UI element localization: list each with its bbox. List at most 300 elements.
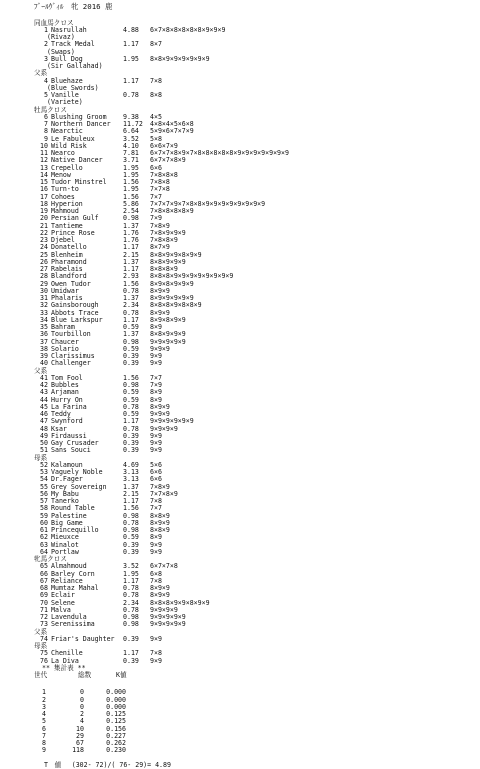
cross-number: 17 xyxy=(40,192,48,201)
cross-pattern: 7×7×8×9 xyxy=(150,489,178,498)
cross-pattern: 6×7×7×8 xyxy=(150,562,178,571)
horse-name: Barley Corn xyxy=(51,569,95,578)
cross-number: 41 xyxy=(40,373,48,382)
horse-name: La Diva xyxy=(51,656,79,665)
cross-number: 69 xyxy=(40,591,48,600)
cross-number: 59 xyxy=(40,511,48,520)
summary-heading: ** 集計表 ** xyxy=(42,663,86,672)
cross-number: 74 xyxy=(40,634,48,643)
cross-number: 16 xyxy=(40,185,48,194)
summary-k-value: 0.000 xyxy=(106,702,126,711)
cross-number: 44 xyxy=(40,395,48,404)
cross-pattern: 9×9 xyxy=(150,634,162,643)
summary-k-value: 0.227 xyxy=(106,731,126,740)
horse-name: Eclair xyxy=(51,591,75,600)
horse-name: Blandford xyxy=(51,272,87,281)
report-title: ﾌﾞｰﾙｳﾞｨﾙ 牝 2016 鹿 xyxy=(34,2,113,11)
horse-name: Cohoes xyxy=(51,192,75,201)
cross-pattern: 7×8×9 xyxy=(150,482,170,491)
cross-pattern: 9×9 xyxy=(150,547,162,556)
cross-pattern: 9×9 xyxy=(150,352,162,360)
cross-number: 36 xyxy=(40,330,48,339)
cross-pattern: 8×9×8×9×9 xyxy=(150,315,186,324)
cross-number: 26 xyxy=(40,257,48,266)
horse-name: Bluehaze xyxy=(51,76,83,85)
blood-ratio: 0.39 xyxy=(123,656,139,665)
horse-name: Rabelais xyxy=(51,265,83,273)
summary-count: 0 xyxy=(80,695,84,704)
blood-ratio: 0.59 xyxy=(123,388,139,397)
blood-ratio: 3.13 xyxy=(123,468,139,476)
cross-number: 70 xyxy=(40,598,48,607)
blood-ratio: 1.95 xyxy=(123,170,139,179)
cross-pattern: 7×7 xyxy=(150,373,162,382)
horse-name: Ksar xyxy=(51,424,67,433)
summary-generation: 6 xyxy=(42,724,46,733)
alias-name: (Blue Swords) xyxy=(47,83,99,92)
cross-number: 20 xyxy=(40,214,48,223)
cross-pattern: 9×9 xyxy=(150,431,162,440)
cross-number: 46 xyxy=(40,410,48,418)
cross-pattern: 6×7×7×8×9 xyxy=(150,156,186,165)
cross-pattern: 9×9×9×9×9 xyxy=(150,620,186,629)
cross-number: 58 xyxy=(40,504,48,513)
cross-number: 24 xyxy=(40,243,48,252)
blood-ratio: 1.17 xyxy=(123,315,139,324)
cross-number: 28 xyxy=(40,272,48,281)
horse-name: Almahmoud xyxy=(51,562,87,571)
horse-name: Prince Rose xyxy=(51,228,95,237)
summary-generation: 5 xyxy=(42,717,46,726)
blood-ratio: 0.39 xyxy=(123,446,139,455)
cross-number: 29 xyxy=(40,279,48,288)
cross-number: 57 xyxy=(40,497,48,505)
cross-pattern: 5×9×6×7×7×9 xyxy=(150,127,194,136)
cross-pattern: 8×8×9 xyxy=(150,511,170,520)
horse-name: Mieuxce xyxy=(51,533,79,542)
blood-ratio: 0.39 xyxy=(123,359,139,368)
cross-pattern: 8×9×9 xyxy=(150,518,170,527)
horse-name: Phalaris xyxy=(51,294,83,302)
blood-ratio: 0.78 xyxy=(123,91,139,99)
cross-pattern: 7×8 xyxy=(150,576,162,585)
cross-number: 12 xyxy=(40,156,48,165)
horse-name: Portlaw xyxy=(51,547,79,556)
summary-generation: 3 xyxy=(42,702,46,711)
cross-number: 55 xyxy=(40,482,48,491)
horse-name: Tudor Minstrel xyxy=(51,178,107,186)
summary-k-value: 0.230 xyxy=(106,746,126,755)
cross-number: 43 xyxy=(40,388,48,397)
cross-pattern: 8×7 xyxy=(150,40,162,49)
blood-ratio: 1.17 xyxy=(123,265,139,273)
horse-name: Friar's Daughter xyxy=(51,634,115,643)
summary-generation: 7 xyxy=(42,731,46,740)
horse-name: Nasrullah xyxy=(51,25,87,34)
summary-k-value: 0.262 xyxy=(106,739,126,748)
cross-number: 35 xyxy=(40,323,48,331)
cross-pattern: 8×9×9 xyxy=(150,584,170,592)
horse-name: Umidwar xyxy=(51,286,79,295)
cross-number: 14 xyxy=(40,170,48,179)
blood-ratio: 0.39 xyxy=(123,547,139,556)
cross-number: 54 xyxy=(40,475,48,484)
blood-ratio: 1.95 xyxy=(123,54,139,63)
blood-ratio: 2.34 xyxy=(123,301,139,310)
horse-name: Big Game xyxy=(51,518,83,527)
horse-name: Bubbles xyxy=(51,381,79,389)
cross-pattern: 8×8 xyxy=(150,91,162,99)
blood-ratio: 0.98 xyxy=(123,337,139,346)
cross-pattern: 6×6 xyxy=(150,163,162,172)
horse-name: Persian Gulf xyxy=(51,214,99,223)
cross-pattern: 6×6 xyxy=(150,468,162,476)
cross-number: 68 xyxy=(40,584,48,592)
horse-name: Teddy xyxy=(51,410,71,418)
cross-pattern: 9×9×9 xyxy=(150,410,170,418)
cross-number: 42 xyxy=(40,381,48,389)
blood-ratio: 1.56 xyxy=(123,373,139,382)
horse-name: Challenger xyxy=(51,359,91,368)
blood-ratio: 1.56 xyxy=(123,192,139,201)
summary-generation: 1 xyxy=(42,688,46,697)
blood-ratio: 2.93 xyxy=(123,272,139,281)
blood-ratio: 0.39 xyxy=(123,540,139,549)
summary-generation: 9 xyxy=(42,746,46,755)
blood-ratio: 2.15 xyxy=(123,250,139,259)
horse-name: Vanille xyxy=(51,91,79,99)
cross-number: 22 xyxy=(40,228,48,237)
horse-name: Serenissima xyxy=(51,620,95,629)
horse-name: Bull Dog xyxy=(51,54,83,63)
cross-number: 2 xyxy=(44,40,48,49)
blood-ratio: 1.37 xyxy=(123,330,139,339)
cross-pattern: 9×9×9×9×9 xyxy=(150,613,186,621)
cross-pattern: 8×9×9 xyxy=(150,591,170,600)
section-heading: 母系 xyxy=(34,642,48,650)
summary-generation: 2 xyxy=(42,695,46,704)
cross-number: 25 xyxy=(40,250,48,259)
summary-k-value: 0.000 xyxy=(106,695,126,704)
horse-name: Tanerko xyxy=(51,497,79,505)
cross-number: 30 xyxy=(40,286,48,295)
cross-pattern: 8×8×9 xyxy=(150,526,170,534)
cross-pattern: 6×6×7×9 xyxy=(150,141,178,150)
blood-ratio: 0.78 xyxy=(123,605,139,614)
summary-count: 118 xyxy=(72,746,84,755)
blood-ratio: 1.17 xyxy=(123,417,139,426)
cross-number: 66 xyxy=(40,569,48,578)
horse-name: Palestine xyxy=(51,511,87,520)
alias-name: (Rivaz) xyxy=(47,33,75,41)
blood-ratio: 2.15 xyxy=(123,489,139,498)
horse-name: Wild Risk xyxy=(51,141,87,150)
cross-pattern: 7×8×8×8×8×9 xyxy=(150,207,194,215)
blood-ratio: 1.37 xyxy=(123,221,139,230)
horse-name: Chaucer xyxy=(51,337,79,346)
section-heading: 牝馬クロス xyxy=(34,555,67,563)
blood-ratio: 1.56 xyxy=(123,279,139,288)
cross-number: 63 xyxy=(40,540,48,549)
cross-pattern: 7×8 xyxy=(150,76,162,85)
cross-pattern: 7×8×8 xyxy=(150,178,170,186)
horse-name: Mahmoud xyxy=(51,207,79,215)
horse-name: Tourbillon xyxy=(51,330,91,339)
blood-ratio: 0.59 xyxy=(123,323,139,331)
cross-pattern: 4×5 xyxy=(150,112,162,121)
blood-ratio: 4.88 xyxy=(123,25,139,34)
blood-ratio: 0.98 xyxy=(123,214,139,223)
cross-number: 50 xyxy=(40,439,48,447)
blood-ratio: 2.54 xyxy=(123,207,139,215)
blood-ratio: 1.37 xyxy=(123,482,139,491)
alias-name: (Sir Gallahad) xyxy=(47,62,103,70)
blood-ratio: 4.10 xyxy=(123,141,139,150)
cross-pattern: 7×7×8 xyxy=(150,185,170,194)
blood-ratio: 1.17 xyxy=(123,40,139,49)
cross-number: 21 xyxy=(40,221,48,230)
blood-ratio: 1.56 xyxy=(123,178,139,186)
horse-name: Owen Tudor xyxy=(51,279,91,288)
blood-ratio: 0.78 xyxy=(123,518,139,527)
blood-ratio: 1.17 xyxy=(123,76,139,85)
cross-pattern: 7×8×9×9×9 xyxy=(150,228,186,237)
horse-name: Selene xyxy=(51,598,75,607)
cross-pattern: 6×8 xyxy=(150,569,162,578)
alias-name: (Variete) xyxy=(47,98,83,107)
blood-ratio: 3.71 xyxy=(123,156,139,165)
cross-pattern: 6×7×8×8×8×8×8×9×9×9 xyxy=(150,25,226,34)
blood-ratio: 0.98 xyxy=(123,613,139,621)
cross-pattern: 7×8×8×8 xyxy=(150,170,178,179)
summary-count: 0 xyxy=(80,702,84,711)
blood-ratio: 0.98 xyxy=(123,526,139,534)
cross-number: 71 xyxy=(40,605,48,614)
cross-pattern: 4×8×4×5×6×8 xyxy=(150,120,194,128)
horse-name: Mumtaz Mahal xyxy=(51,584,99,592)
horse-name: Pharamond xyxy=(51,257,87,266)
cross-pattern: 9×9 xyxy=(150,439,162,447)
cross-number: 52 xyxy=(40,460,48,469)
cross-pattern: 9×9×9×9×9×9 xyxy=(150,417,194,426)
blood-ratio: 0.78 xyxy=(123,286,139,295)
blood-ratio: 0.59 xyxy=(123,533,139,542)
blood-ratio: 3.13 xyxy=(123,475,139,484)
cross-pattern: 8×9 xyxy=(150,533,162,542)
cross-number: 32 xyxy=(40,301,48,310)
cross-pattern: 9×9 xyxy=(150,540,162,549)
blood-ratio: 1.95 xyxy=(123,569,139,578)
horse-name: Blue Larkspur xyxy=(51,315,103,324)
cross-pattern: 6×6 xyxy=(150,475,162,484)
cross-pattern: 8×8×8×9 xyxy=(150,265,178,273)
horse-name: Princequillo xyxy=(51,526,99,534)
horse-name: Nearctic xyxy=(51,127,83,136)
cross-pattern: 8×8×8×9×9×9×9×9×9×9×9 xyxy=(150,272,234,281)
cross-number: 4 xyxy=(44,76,48,85)
horse-name: Turn-to xyxy=(51,185,79,194)
cross-number: 49 xyxy=(40,431,48,440)
cross-number: 38 xyxy=(40,344,48,353)
blood-ratio: 0.39 xyxy=(123,439,139,447)
cross-number: 34 xyxy=(40,315,48,324)
cross-number: 45 xyxy=(40,402,48,411)
section-heading: 父系 xyxy=(34,627,48,636)
horse-name: Lavendula xyxy=(51,613,87,621)
cross-number: 3 xyxy=(44,54,48,63)
blood-ratio: 0.39 xyxy=(123,634,139,643)
horse-name: Bahram xyxy=(51,323,75,331)
horse-name: Reliance xyxy=(51,576,83,585)
cross-pattern: 9×9×9×9 xyxy=(150,605,178,614)
horse-name: Vaguely Noble xyxy=(51,468,103,476)
cross-pattern: 9×9 xyxy=(150,359,162,368)
horse-name: Nearco xyxy=(51,149,75,157)
alias-name: (Swaps) xyxy=(47,47,75,56)
cross-number: 8 xyxy=(44,127,48,136)
horse-name: Clarissimus xyxy=(51,352,95,360)
horse-name: Tom Fool xyxy=(51,373,83,382)
blood-ratio: 0.39 xyxy=(123,352,139,360)
blood-ratio: 0.98 xyxy=(123,620,139,629)
horse-name: Solario xyxy=(51,344,79,353)
cross-number: 64 xyxy=(40,547,48,556)
blood-ratio: 0.78 xyxy=(123,591,139,600)
cross-number: 40 xyxy=(40,359,48,368)
blood-ratio: 4.69 xyxy=(123,460,139,469)
cross-pattern: 5×8 xyxy=(150,134,162,143)
cross-number: 7 xyxy=(44,120,48,128)
blood-ratio: 1.76 xyxy=(123,236,139,244)
cross-pattern: 6×7×7×8×9×7×8×8×8×8×8×9×9×9×9×9×9×9 xyxy=(150,149,289,157)
cross-pattern: 8×9×9 xyxy=(150,402,170,411)
cross-pattern: 7×8 xyxy=(150,497,162,505)
summary-count: 10 xyxy=(76,724,84,733)
horse-name: Sans Souci xyxy=(51,446,91,455)
summary-generation: 4 xyxy=(42,710,46,719)
horse-name: Djebel xyxy=(51,236,75,244)
horse-name: Arjaman xyxy=(51,388,79,397)
cross-number: 72 xyxy=(40,613,48,621)
blood-ratio: 1.56 xyxy=(123,504,139,513)
summary-col-count: 総数 xyxy=(78,671,92,679)
cross-number: 15 xyxy=(40,178,48,186)
horse-name: My Babu xyxy=(51,489,79,498)
horse-name: Tantieme xyxy=(51,221,83,230)
cross-number: 1 xyxy=(44,25,48,34)
summary-k-value: 0.125 xyxy=(106,710,126,719)
horse-name: Blenheim xyxy=(51,250,83,259)
cross-pattern: 8×9×8×9×9×9 xyxy=(150,279,194,288)
summary-count: 2 xyxy=(80,710,84,719)
cross-pattern: 8×8×9×9×8×9×9 xyxy=(150,250,202,259)
horse-name: Winalot xyxy=(51,540,79,549)
summary-k-value: 0.125 xyxy=(106,717,126,726)
cross-pattern: 9×9 xyxy=(150,446,162,455)
horse-name: Dr.Fager xyxy=(51,475,83,484)
horse-name: Blushing Groom xyxy=(51,112,107,121)
cross-pattern: 8×8×9×9×9 xyxy=(150,257,186,266)
cross-number: 33 xyxy=(40,308,48,317)
cross-pattern: 8×8×9×9×9 xyxy=(150,330,186,339)
blood-ratio: 0.59 xyxy=(123,344,139,353)
cross-number: 75 xyxy=(40,649,48,658)
horse-name: Swynford xyxy=(51,417,83,426)
horse-name: Donatello xyxy=(51,243,87,252)
summary-count: 4 xyxy=(80,717,84,726)
summary-k-value: 0.156 xyxy=(106,724,126,733)
summary-col-generation: 世代 xyxy=(34,671,48,679)
blood-ratio: 1.76 xyxy=(123,228,139,237)
cross-pattern: 7×7×7×9×7×8×8×9×9×9×9×9×9×9×9 xyxy=(150,199,266,208)
horse-name: Native Dancer xyxy=(51,156,103,165)
horse-name: Northern Dancer xyxy=(51,120,111,128)
cross-number: 76 xyxy=(40,656,48,665)
cross-number: 39 xyxy=(40,352,48,360)
summary-count: 67 xyxy=(76,739,84,748)
cross-pattern: 7×7 xyxy=(150,504,162,513)
cross-number: 37 xyxy=(40,337,48,346)
horse-name: Le Fabuleux xyxy=(51,134,95,143)
horse-name: Hyperion xyxy=(51,199,83,208)
horse-name: Kalamoun xyxy=(51,460,83,469)
cross-number: 13 xyxy=(40,163,48,172)
horse-name: Grey Sovereign xyxy=(51,482,107,491)
blood-ratio: 0.78 xyxy=(123,308,139,317)
horse-name: Crepello xyxy=(51,163,83,172)
blood-ratio: 1.17 xyxy=(123,497,139,505)
cross-pattern: 5×6 xyxy=(150,460,162,469)
cross-number: 65 xyxy=(40,562,48,571)
blood-ratio: 1.17 xyxy=(123,243,139,252)
summary-generation: 8 xyxy=(42,739,46,748)
cross-number: 47 xyxy=(40,417,48,426)
horse-name: La Farina xyxy=(51,402,87,411)
cross-number: 53 xyxy=(40,468,48,476)
blood-ratio: 0.78 xyxy=(123,402,139,411)
cross-pattern: 8×7×9 xyxy=(150,243,170,252)
horse-name: Gay Crusader xyxy=(51,439,99,447)
blood-ratio: 0.59 xyxy=(123,410,139,418)
cross-number: 10 xyxy=(40,141,48,150)
blood-ratio: 9.38 xyxy=(123,112,139,121)
horse-name: Gainsborough xyxy=(51,301,99,310)
cross-number: 73 xyxy=(40,620,48,629)
summary-t-value: T 値 (302- 72)/( 76- 29)= 4.89 xyxy=(44,760,171,769)
cross-pattern: 8×9 xyxy=(150,395,162,404)
blood-ratio: 1.37 xyxy=(123,294,139,302)
blood-ratio: 0.98 xyxy=(123,381,139,389)
blood-ratio: 2.34 xyxy=(123,598,139,607)
blood-ratio: 3.52 xyxy=(123,562,139,571)
cross-pattern: 9×9×9×9 xyxy=(150,424,178,433)
cross-pattern: 8×8×8×9×8×8×9 xyxy=(150,301,202,310)
blood-ratio: 1.95 xyxy=(123,163,139,172)
cross-number: 67 xyxy=(40,576,48,585)
horse-name: Round Table xyxy=(51,504,95,513)
cross-pattern: 8×9×9 xyxy=(150,286,170,295)
cross-pattern: 7×8 xyxy=(150,649,162,658)
horse-name: Track Medal xyxy=(51,40,95,49)
blood-ratio: 1.17 xyxy=(123,649,139,658)
cross-pattern: 7×7 xyxy=(150,192,162,201)
cross-number: 62 xyxy=(40,533,48,542)
horse-name: Firdaussi xyxy=(51,431,87,440)
cross-pattern: 7×9 xyxy=(150,214,162,223)
cross-number: 61 xyxy=(40,526,48,534)
summary-count: 0 xyxy=(80,688,84,697)
cross-number: 18 xyxy=(40,199,48,208)
